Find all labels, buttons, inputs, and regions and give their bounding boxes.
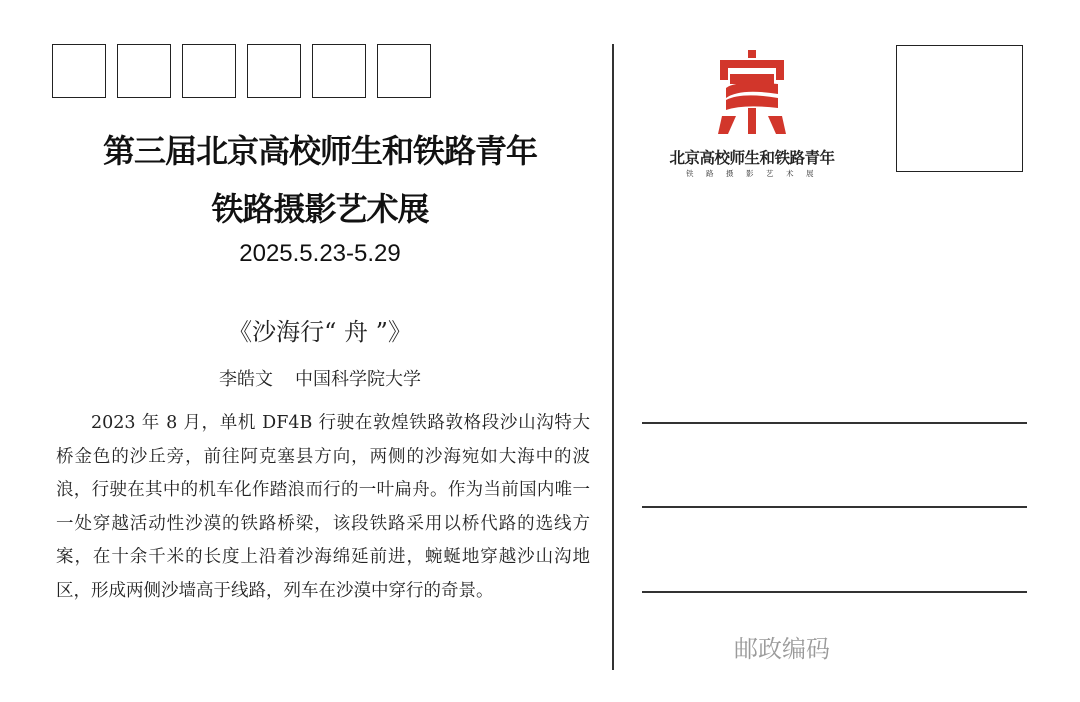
exhibition-logo (654, 50, 850, 179)
postal-code-box[interactable] (52, 44, 106, 98)
work-description: 2023 年 8 月，单机 DF4B 行驶在敦煌铁路敦格段沙山沟特大桥金色的沙丘旁，前往阿克塞县方向，两侧的沙海宛如大海中的波浪，行驶在其中的机车化作踏浪而行的一叶扁舟。作为当前国内唯一一处穿越活动性沙漠的铁路桥梁，该段铁路采用以桥代路的选线方案，在十余千米的长度上沿着沙海绵延前进，蜿蜒地穿越沙山沟地区，形成两侧沙墙高于线路，列车在沙漠中穿行的奇景。 (56, 413, 590, 601)
address-line[interactable] (642, 506, 1027, 508)
center-divider (612, 44, 614, 670)
postal-code-box[interactable] (182, 44, 236, 98)
author-institution: 中国科学院大学 (295, 369, 421, 390)
exhibition-title-line-1: 第三届北京高校师生和铁路青年 (102, 132, 537, 170)
exhibition-dates: 2025.5.23-5.29 (239, 240, 401, 267)
postal-code-box[interactable] (377, 44, 431, 98)
exhibition-title-line-2: 铁路摄影艺术展 (211, 190, 429, 228)
postal-code-box[interactable] (247, 44, 301, 98)
author-name: 李皓文 (219, 369, 273, 390)
work-title: 《沙海行“ 舟 ”》 (228, 318, 412, 346)
postal-code-box[interactable] (117, 44, 171, 98)
postal-code-label: 邮政编码 (734, 635, 830, 663)
postal-code-boxes (52, 44, 442, 98)
stamp-box (896, 45, 1023, 172)
address-line[interactable] (642, 422, 1027, 424)
beijing-railway-logo-icon (716, 50, 788, 138)
byline (40, 365, 600, 391)
address-line[interactable] (642, 591, 1027, 593)
postal-code-box[interactable] (312, 44, 366, 98)
logo-name: 北京高校师生和铁路青年 (669, 149, 835, 167)
logo-subtitle: 铁路摄影艺术展 (686, 169, 826, 178)
